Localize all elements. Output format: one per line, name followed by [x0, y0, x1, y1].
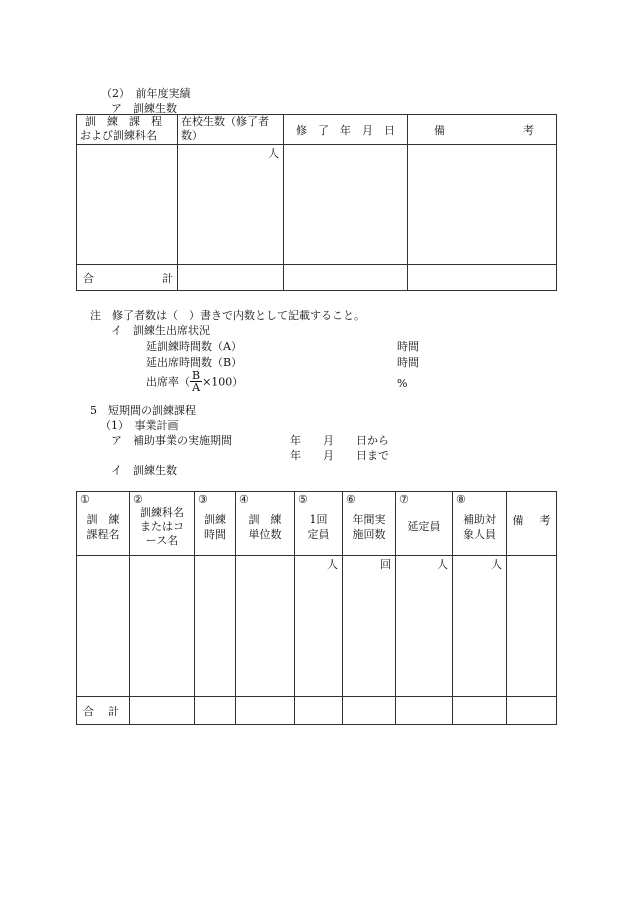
hours-unit-b: 時間 [397, 356, 419, 369]
subject-name-cell[interactable] [130, 556, 195, 697]
total-cell[interactable] [453, 697, 507, 725]
col-training-units: ④ 訓 練 単位数 [236, 492, 295, 556]
total-label: 合 計 [77, 265, 178, 291]
trainees-subheading: ア 訓練生数 [111, 102, 177, 115]
attendance-subheading: イ 訓練生出席状況 [111, 324, 210, 337]
col-remarks: 備 考 [507, 492, 557, 556]
training-units-cell[interactable] [236, 556, 295, 697]
total-cell[interactable] [396, 697, 453, 725]
col-course-name: ① 訓 練 課程名 [77, 492, 130, 556]
col-annual-sessions: ⑥ 年間実 施回数 [343, 492, 396, 556]
trainee-count-subheading: イ 訓練生数 [111, 464, 177, 477]
hours-unit-a: 時間 [397, 340, 419, 353]
total-training-hours-label: 延訓練時間数（A） [146, 340, 242, 353]
period-from: 年 月 日から [290, 434, 389, 447]
total-cell[interactable] [236, 697, 295, 725]
total-cell[interactable] [195, 697, 236, 725]
rate-fraction: $\frac{B}{A}$ [192, 369, 201, 394]
col-total-capacity: ⑦ 延定員 [396, 492, 453, 556]
subsidized-persons-cell[interactable] [453, 556, 507, 697]
col-training-hours: ③ 訓練 時間 [195, 492, 236, 556]
prior-year-trainees-table [76, 114, 557, 291]
course-cell[interactable] [77, 145, 178, 265]
period-to: 年 月 日まで [290, 449, 389, 462]
enrolled-cell[interactable] [178, 145, 284, 265]
attendance-rate-formula: 出席率（ $\frac{B}{A}$ ×100） [146, 369, 244, 394]
percent-unit: % [397, 377, 408, 390]
header-completion-date: 修 了 年 月 日 [284, 115, 408, 145]
unit-person: 人 [437, 558, 448, 571]
remarks-cell[interactable] [507, 556, 557, 697]
total-cell[interactable] [295, 697, 343, 725]
col-subsidized-persons: ⑧ 補助対 象人員 [453, 492, 507, 556]
course-name-cell[interactable] [77, 556, 130, 697]
total-cell[interactable] [130, 697, 195, 725]
implementation-period-label: ア 補助事業の実施期間 [111, 434, 232, 447]
col-subject-name: ② 訓練科名 またはコ ース名 [130, 492, 195, 556]
total-capacity-cell[interactable] [396, 556, 453, 697]
unit-times: 回 [380, 558, 391, 571]
unit-person: 人 [327, 558, 338, 571]
annual-sessions-cell[interactable] [343, 556, 396, 697]
total-cell[interactable] [343, 697, 396, 725]
short-course-table [76, 491, 557, 725]
total-attendance-hours-label: 延出席時間数（B） [146, 356, 243, 369]
remarks-cell[interactable] [408, 145, 557, 265]
header-remarks: 備 考 [408, 115, 557, 145]
total-cell[interactable] [507, 697, 557, 725]
unit-person: 人 [268, 147, 279, 160]
note-text: 注 修了者数は（ ）書きで内数として記載すること。 [90, 309, 365, 322]
col-capacity-per-session: ⑤ 1回 定員 [295, 492, 343, 556]
business-plan-heading: （1） 事業計画 [100, 419, 179, 432]
training-hours-cell[interactable] [195, 556, 236, 697]
total-enrolled-cell[interactable] [178, 265, 284, 291]
capacity-cell[interactable] [295, 556, 343, 697]
section-2-heading: （2） 前年度実績 [101, 87, 191, 100]
total-date-cell[interactable] [284, 265, 408, 291]
unit-person: 人 [491, 558, 502, 571]
total-label: 合 計 [77, 697, 130, 725]
section-5-heading: 5 短期間の訓練課程 [90, 404, 196, 417]
header-enrolled: 在校生数（修了者 数） [178, 115, 284, 145]
completion-date-cell[interactable] [284, 145, 408, 265]
total-remarks-cell[interactable] [408, 265, 557, 291]
header-course: 訓 練 課 程 および訓練科名 [77, 115, 178, 145]
